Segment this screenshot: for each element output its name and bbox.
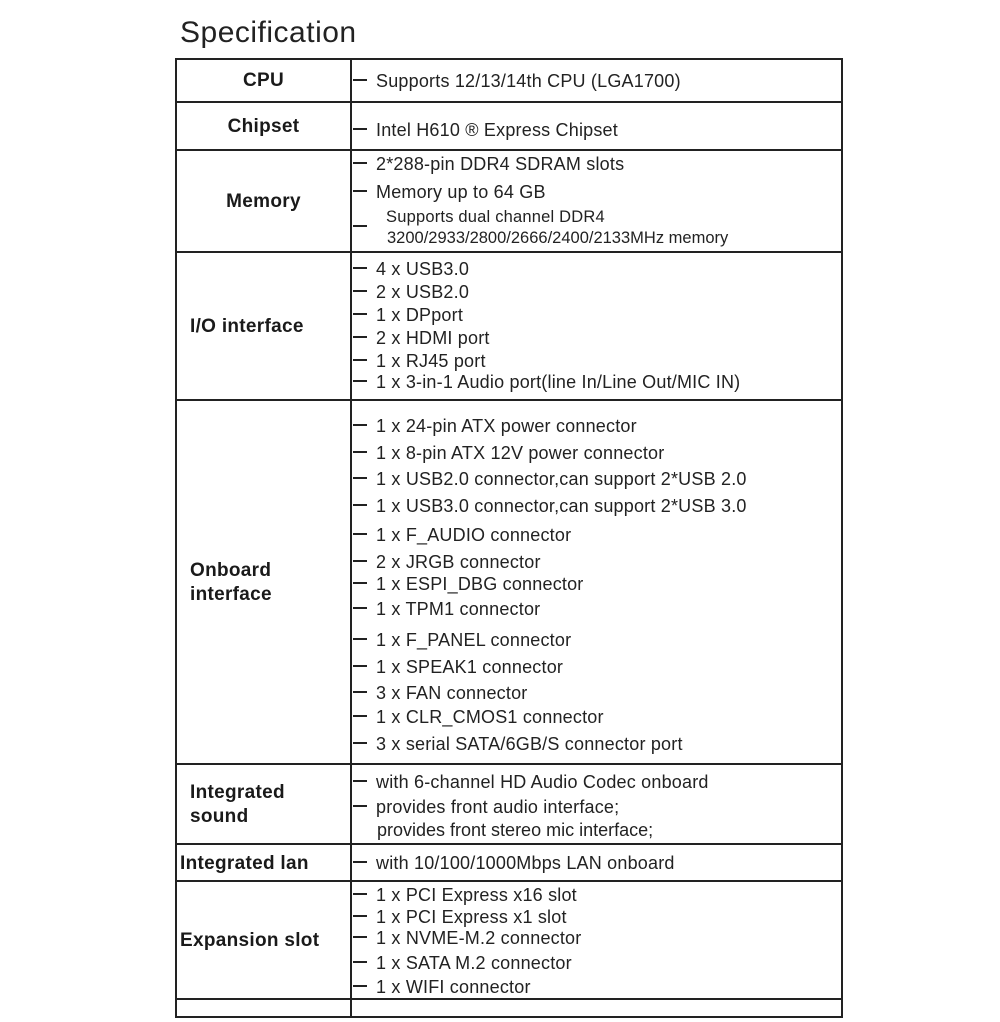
- spec-item: 1 x 8-pin ATX 12V power connector: [353, 442, 835, 464]
- spec-item: 1 x 3-in-1 Audio port(line In/Line Out/MIC IN): [353, 371, 835, 393]
- dash-icon: [353, 607, 367, 609]
- spec-row-onboard: [177, 399, 841, 765]
- row-label-onboard: Onboard interface: [190, 560, 272, 605]
- dash-icon: [353, 336, 367, 338]
- spec-item: Intel H610 ® Express Chipset: [353, 119, 835, 141]
- row-label-io: I/O interface: [190, 316, 304, 337]
- dash-icon: [353, 665, 367, 667]
- spec-item: 2*288-pin DDR4 SDRAM slots: [353, 153, 835, 175]
- spec-item: 2 x HDMI port: [353, 327, 835, 349]
- dash-icon: [353, 504, 367, 506]
- spec-item: 1 x TPM1 connector: [353, 598, 835, 620]
- row-label-chipset: Chipset: [227, 116, 300, 137]
- spec-row-io: [177, 251, 841, 401]
- spec-item: Memory up to 64 GB: [353, 181, 835, 203]
- spec-item: 1 x SPEAK1 connector: [353, 656, 835, 678]
- spec-row-lan: [177, 843, 841, 882]
- dash-icon: [353, 79, 367, 81]
- spec-item: 1 x WIFI connector: [353, 976, 835, 998]
- dash-icon: [353, 742, 367, 744]
- spec-item: 2 x USB2.0: [353, 281, 835, 303]
- dash-icon: [353, 893, 367, 895]
- spec-item: 3 x serial SATA/6GB/S connector port: [353, 733, 835, 755]
- spec-table: [175, 58, 843, 1018]
- dash-icon: [353, 582, 367, 584]
- spec-row-partial: [177, 998, 841, 1022]
- spec-item: Supports 12/13/14th CPU (LGA1700): [353, 70, 835, 92]
- spec-item: 1 x RJ45 port: [353, 350, 835, 372]
- spec-row-memory: [177, 149, 841, 253]
- dash-icon: [353, 225, 367, 227]
- dash-icon: [353, 715, 367, 717]
- spec-item: 1 x PCI Express x16 slot: [353, 884, 835, 906]
- row-label-sound: Integrated sound: [190, 782, 285, 827]
- row-label-lan: Integrated lan: [180, 852, 309, 874]
- spec-item: 4 x USB3.0: [353, 258, 835, 280]
- spec-row-cpu: [177, 60, 841, 101]
- spec-item: 1 x DPport: [353, 304, 835, 326]
- page-title: Specification: [180, 16, 357, 49]
- dash-icon: [353, 936, 367, 938]
- spec-row-sound: [177, 763, 841, 845]
- dash-icon: [353, 128, 367, 130]
- spec-item: 1 x USB2.0 connector,can support 2*USB 2.0: [353, 468, 835, 490]
- spec-item: Supports dual channel DDR4: [353, 207, 835, 227]
- spec-item: 1 x USB3.0 connector,can support 2*USB 3.0: [353, 495, 835, 517]
- spec-item: 1 x 24-pin ATX power connector: [353, 415, 835, 437]
- row-label-expansion: Expansion slot: [180, 930, 320, 951]
- spec-item: 1 x NVME-M.2 connector: [353, 927, 835, 949]
- dash-icon: [353, 560, 367, 562]
- dash-icon: [353, 915, 367, 917]
- dash-icon: [353, 380, 367, 382]
- spec-item: with 10/100/1000Mbps LAN onboard: [353, 852, 835, 874]
- dash-icon: [353, 451, 367, 453]
- spec-item: provides front audio interface;: [353, 796, 835, 818]
- dash-icon: [353, 162, 367, 164]
- dash-icon: [353, 190, 367, 192]
- dash-icon: [353, 359, 367, 361]
- dash-icon: [353, 477, 367, 479]
- spec-item-continuation: 3200/2933/2800/2666/2400/2133MHz memory: [387, 229, 729, 247]
- spec-item: 1 x SATA M.2 connector: [353, 952, 835, 974]
- spec-item: 1 x F_PANEL connector: [353, 629, 835, 651]
- dash-icon: [353, 985, 367, 987]
- spec-item: 1 x CLR_CMOS1 connector: [353, 706, 835, 728]
- spec-row-expansion: [177, 880, 841, 1000]
- dash-icon: [353, 424, 367, 426]
- dash-icon: [353, 691, 367, 693]
- spec-item: 3 x FAN connector: [353, 682, 835, 704]
- dash-icon: [353, 780, 367, 782]
- dash-icon: [353, 861, 367, 863]
- row-label-memory: Memory: [226, 191, 301, 212]
- dash-icon: [353, 961, 367, 963]
- row-label-cpu: CPU: [242, 69, 284, 91]
- dash-icon: [353, 638, 367, 640]
- spec-item: 1 x ESPI_DBG connector: [353, 573, 835, 595]
- spec-item: with 6-channel HD Audio Codec onboard: [353, 771, 835, 793]
- dash-icon: [353, 290, 367, 292]
- dash-icon: [353, 267, 367, 269]
- spec-item: 1 x PCI Express x1 slot: [353, 906, 835, 928]
- dash-icon: [353, 533, 367, 535]
- spec-item: 1 x F_AUDIO connector: [353, 524, 835, 546]
- dash-icon: [353, 805, 367, 807]
- dash-icon: [353, 313, 367, 315]
- spec-item: 2 x JRGB connector: [353, 551, 835, 573]
- spec-item-continuation: provides front stereo mic interface;: [377, 820, 654, 840]
- spec-row-chipset: [177, 101, 841, 151]
